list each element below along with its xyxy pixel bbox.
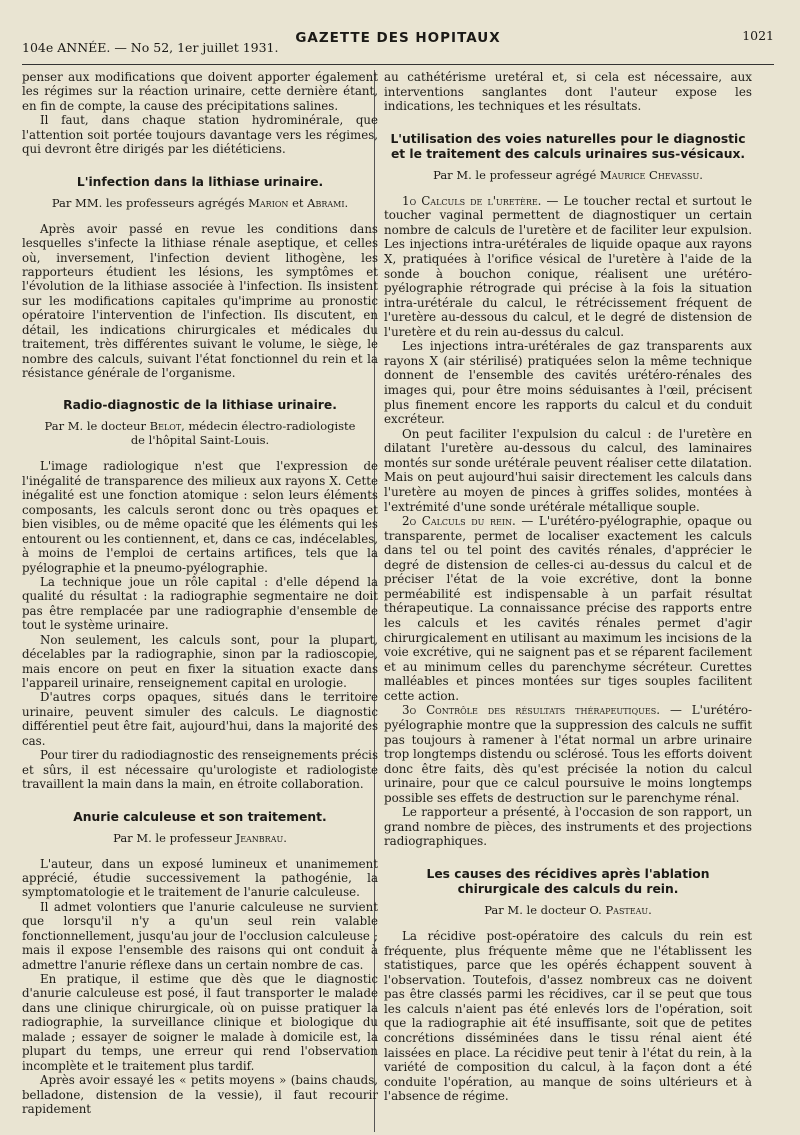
paragraph: 1o Calculs de l'uretère. — Le toucher rectal et surtout le toucher vaginal permettent de diagnostiquer un certain nombre de calculs de l'uretère et de faciliter leur expulsion. Les injections intra-urétérales de liquide opaque aux rayons X, pratiquées à l'orifice vésical de l'uretère à l'aide de la sonde à bouchon conique, réalisent une urétéro-pyélographie rétrograde qui précise à la fois la situation intra-urétérale du calcul, le rétrécissement fréquent de l'uretère au-dessous du calcul, et le degré de distension de l'uretère et du rein au-dessus du calcul. xyxy=(384,193,752,339)
byline: Par M. le docteur Belot, médecin électro-radiologiste de l'hôpital Saint-Louis. xyxy=(44,419,356,448)
paragraph: Le rapporteur a présenté, à l'occasion de son rapport, un grand nombre de pièces, des instruments et des projections radiographiques. xyxy=(384,805,752,849)
paragraph: au cathétérisme uretéral et, si cela est nécessaire, aux interventions sanglantes dont l'auteur expose les indications, les techniques et les résultats. xyxy=(384,70,752,114)
paragraph: Après avoir essayé les « petits moyens » (bains chauds, belladone, distension de la vessie), il faut recourir rapidement xyxy=(22,1073,378,1116)
subheading: 2o Calculs du rein. xyxy=(402,514,516,529)
byline: Par M. le professeur Jeanbrau. xyxy=(113,830,287,845)
page-number: 1021 xyxy=(742,28,774,43)
paragraph: Les injections intra-urétérales de gaz transparents aux rayons X (air stérilisé) pratiquées selon la même technique donnent de l'ensemble des cavités urétéro-rénales des images qui, pour être moins séduisantes à l'œil, précisent plus finement encore les rapports du calcul et du conduit excréteur. xyxy=(384,339,752,427)
paragraph: 2o Calculs du rein. — L'urétéro-pyélographie, opaque ou transparente, permet de localiser exactement les calculs dans tel ou tel point des cavités rénales, d'apprécier le degré de distension de celles-ci au-dessus du calcul et de préciser l'état de la voie excrétive, dont la bonne perméabilité est indispensable à un parfait résultat thérapeutique. La connaissance précise des rapports entre les calculs et les cavités rénales permet d'agir chirurgicalement en utilisant au maximum les incisions de la voie excrétive, qui ne saignent pas et se réparent facilement et au minimum celles du parenchyme sécréteur. Curettes malléables et pinces montées sur tiges souples facilitent cette action. xyxy=(384,514,752,703)
paragraph: L'image radiologique n'est que l'expression de l'inégalité de transparence des milieux aux rayons X. Cette inégalité est une fonction atomique : selon leurs éléments composants, les calculs seront donc ou très opaques et bien visibles, ou de même opacité que les éléments qui les entourent ou les contiennent, et, dans ce cas, indécelables, à moins de l'emploi de certains artifices, tels que la pyélographie et la pneumo-pyélographie. xyxy=(22,459,378,575)
author-name: O. Pasteau xyxy=(589,903,649,917)
paragraph: L'auteur, dans un exposé lumineux et unanimement apprécié, étudie successivement la pathogénie, la symptomatologie et le traitement de l'anurie calculeuse. xyxy=(22,856,378,900)
byline: Par MM. les professeurs agrégés Marion et Abrami. xyxy=(51,195,349,210)
paragraph: En pratique, il estime que dès que le diagnostic d'anurie calculeuse est posé, il faut transporter le malade dans une clinique chirurgicale, où on puisse pratiquer la radiographie, la surveillance clinique et biologique du malade ; essayer de soigner le malade à domicile est, la plupart du temps, une erreur qui rend l'observation incomplète et le traitement plus tardif. xyxy=(22,972,378,1073)
subheading: 1o Calculs de l'uretère. xyxy=(402,193,542,208)
paragraph: Il faut, dans chaque station hydrominérale, que l'attention soit portée toujours davantage vers les régimes, qui devront être dirigés par les diététiciens. xyxy=(22,113,378,157)
subheading: 3o Contrôle des résultats thérapeutiques. xyxy=(402,703,660,718)
paragraph: Il admet volontiers que l'anurie calculeuse ne survient que lorsqu'il n'y a qu'un seul rein valable fonctionnellement, jusqu'au jour de l'occlusion calculeuse ; mais il expose l'ensemble des raisons qui ont conduit à admettre l'anurie réflexe dans un certain nombre de cas. xyxy=(22,899,378,972)
paragraph: Non seulement, les calculs sont, pour la plupart, décelables par la radiographie, sinon par la radioscopie, mais encore on peut en fixer la situation exacte dans l'appareil urinaire, renseignement capital en urologie. xyxy=(22,632,378,690)
byline: Par M. le docteur O. Pasteau. xyxy=(484,903,652,917)
author-name: Belot xyxy=(149,419,182,434)
paragraph: Après avoir passé en revue les conditions dans lesquelles s'infecte la lithiase rénale aseptique, et celles où, inversement, l'infection devient lithogène, les rapporteurs étudient les lésions, les symptômes et l'évolution de la lithiase associée à l'infection. Ils insistent sur les modifications capitales qu'imprime au pronostic opératoire l'intervention de l'infection. Ils discutent, en détail, les indications chirurgicales et médicales du traitement, très différentes suivant le volume, le siège, le nombre des calculs, suivant l'état fonctionnel du rein et la résistance générale de l'organisme. xyxy=(22,221,378,380)
author-name: Abrami xyxy=(307,195,345,210)
paragraph: Pour tirer du radiodiagnostic des renseignements précis et sûrs, il est nécessaire qu'urologiste et radiologiste travaillent la main dans la main, en étroite collaboration. xyxy=(22,748,379,792)
section-title-voies-naturelles: L'utilisation des voies naturelles pour le diagnostic et le traitement des calculs urinaires sus-vésicaux. xyxy=(390,131,746,161)
paragraph: La technique joue un rôle capital : d'elle dépend la qualité du résultat : la radiographie segmentaire ne doit pas être remplacée par une radiographie d'ensemble de tout le système urinaire. xyxy=(22,574,378,633)
issue-info: 104e ANNÉE. — No 52, 1er juillet 1931. xyxy=(22,40,279,55)
paragraph: D'autres corps opaques, situés dans le territoire urinaire, peuvent simuler des calculs. Le diagnostic différentiel peut être fait, aujourd'hui, dans la majorité des cas. xyxy=(22,690,378,748)
paragraph: On peut faciliter l'expulsion du calcul : de l'uretère en dilatant l'uretère au-dessous du calcul, des laminaires montés sur sonde urétérale peuvent réaliser cette dilatation. Mais on peut aujourd'hui saisir directement les calculs dans l'uretère au moyen de pinces à griffes solides, montées à l'extrémité d'une sonde urétérale métallique souple. xyxy=(384,426,752,514)
paragraph: penser aux modifications que doivent apporter également les régimes sur la réaction urinaire, cette dernière étant, en fin de compte, la cause des précipitations salines. xyxy=(22,70,378,113)
section-title-radiodiagnostic: Radio-diagnostic de la lithiase urinaire. xyxy=(63,398,337,413)
left-column xyxy=(22,70,378,1116)
header-rule xyxy=(22,64,774,65)
paragraph: La récidive post-opératoire des calculs du rein est fréquente, plus fréquente même que ne l'établissent les statistiques, parce que les opérés échappent souvent à l'observation. Toutefois, d'assez nombreux cas ne doivent pas être classés parmi les récidives, car il se peut que tous les calculs n'aient pas été enlevés lors de l'opération, soit que la radiographie ait été insuffisante, soit que de petites concrétions disséminées dans le tissu rénal aient été laissées en place. La récidive peut tenir à l'état du rein, à la variété de composition du calcul, à la façon dont a été conduite l'opération, au manque de soins ultérieurs et à l'absence de régime. xyxy=(384,929,752,1104)
section-title-infection: L'infection dans la lithiase urinaire. xyxy=(76,174,324,189)
page-header xyxy=(22,28,774,62)
journal-title: GAZETTE DES HOPITAUX xyxy=(295,30,501,46)
section-title-anurie: Anurie calculeuse et son traitement. xyxy=(73,809,327,824)
author-name: Maurice Chevassu xyxy=(599,167,700,182)
author-name: Marion xyxy=(248,195,289,210)
byline: Par M. le professeur agrégé Maurice Chevassu. xyxy=(433,167,703,182)
paragraph: 3o Contrôle des résultats thérapeutiques. — L'urétéro-pyélographie montre que la suppression des calculs ne suffit pas toujours à ramener à l'état normal un arbre urinaire trop longtemps distendu ou sclérosé. Tous les efforts doivent donc être faits, dès qu'est précisée la notion du calcul urinaire, pour que ce calcul poursuive le moins longtemps possible ses effets de destruction sur le parenchyme rénal. xyxy=(384,703,753,805)
right-column xyxy=(384,70,752,1104)
section-title-recidives: Les causes des récidives après l'ablation chirurgicale des calculs du rein. xyxy=(426,867,710,896)
author-name: Jeanbrau xyxy=(235,830,284,845)
